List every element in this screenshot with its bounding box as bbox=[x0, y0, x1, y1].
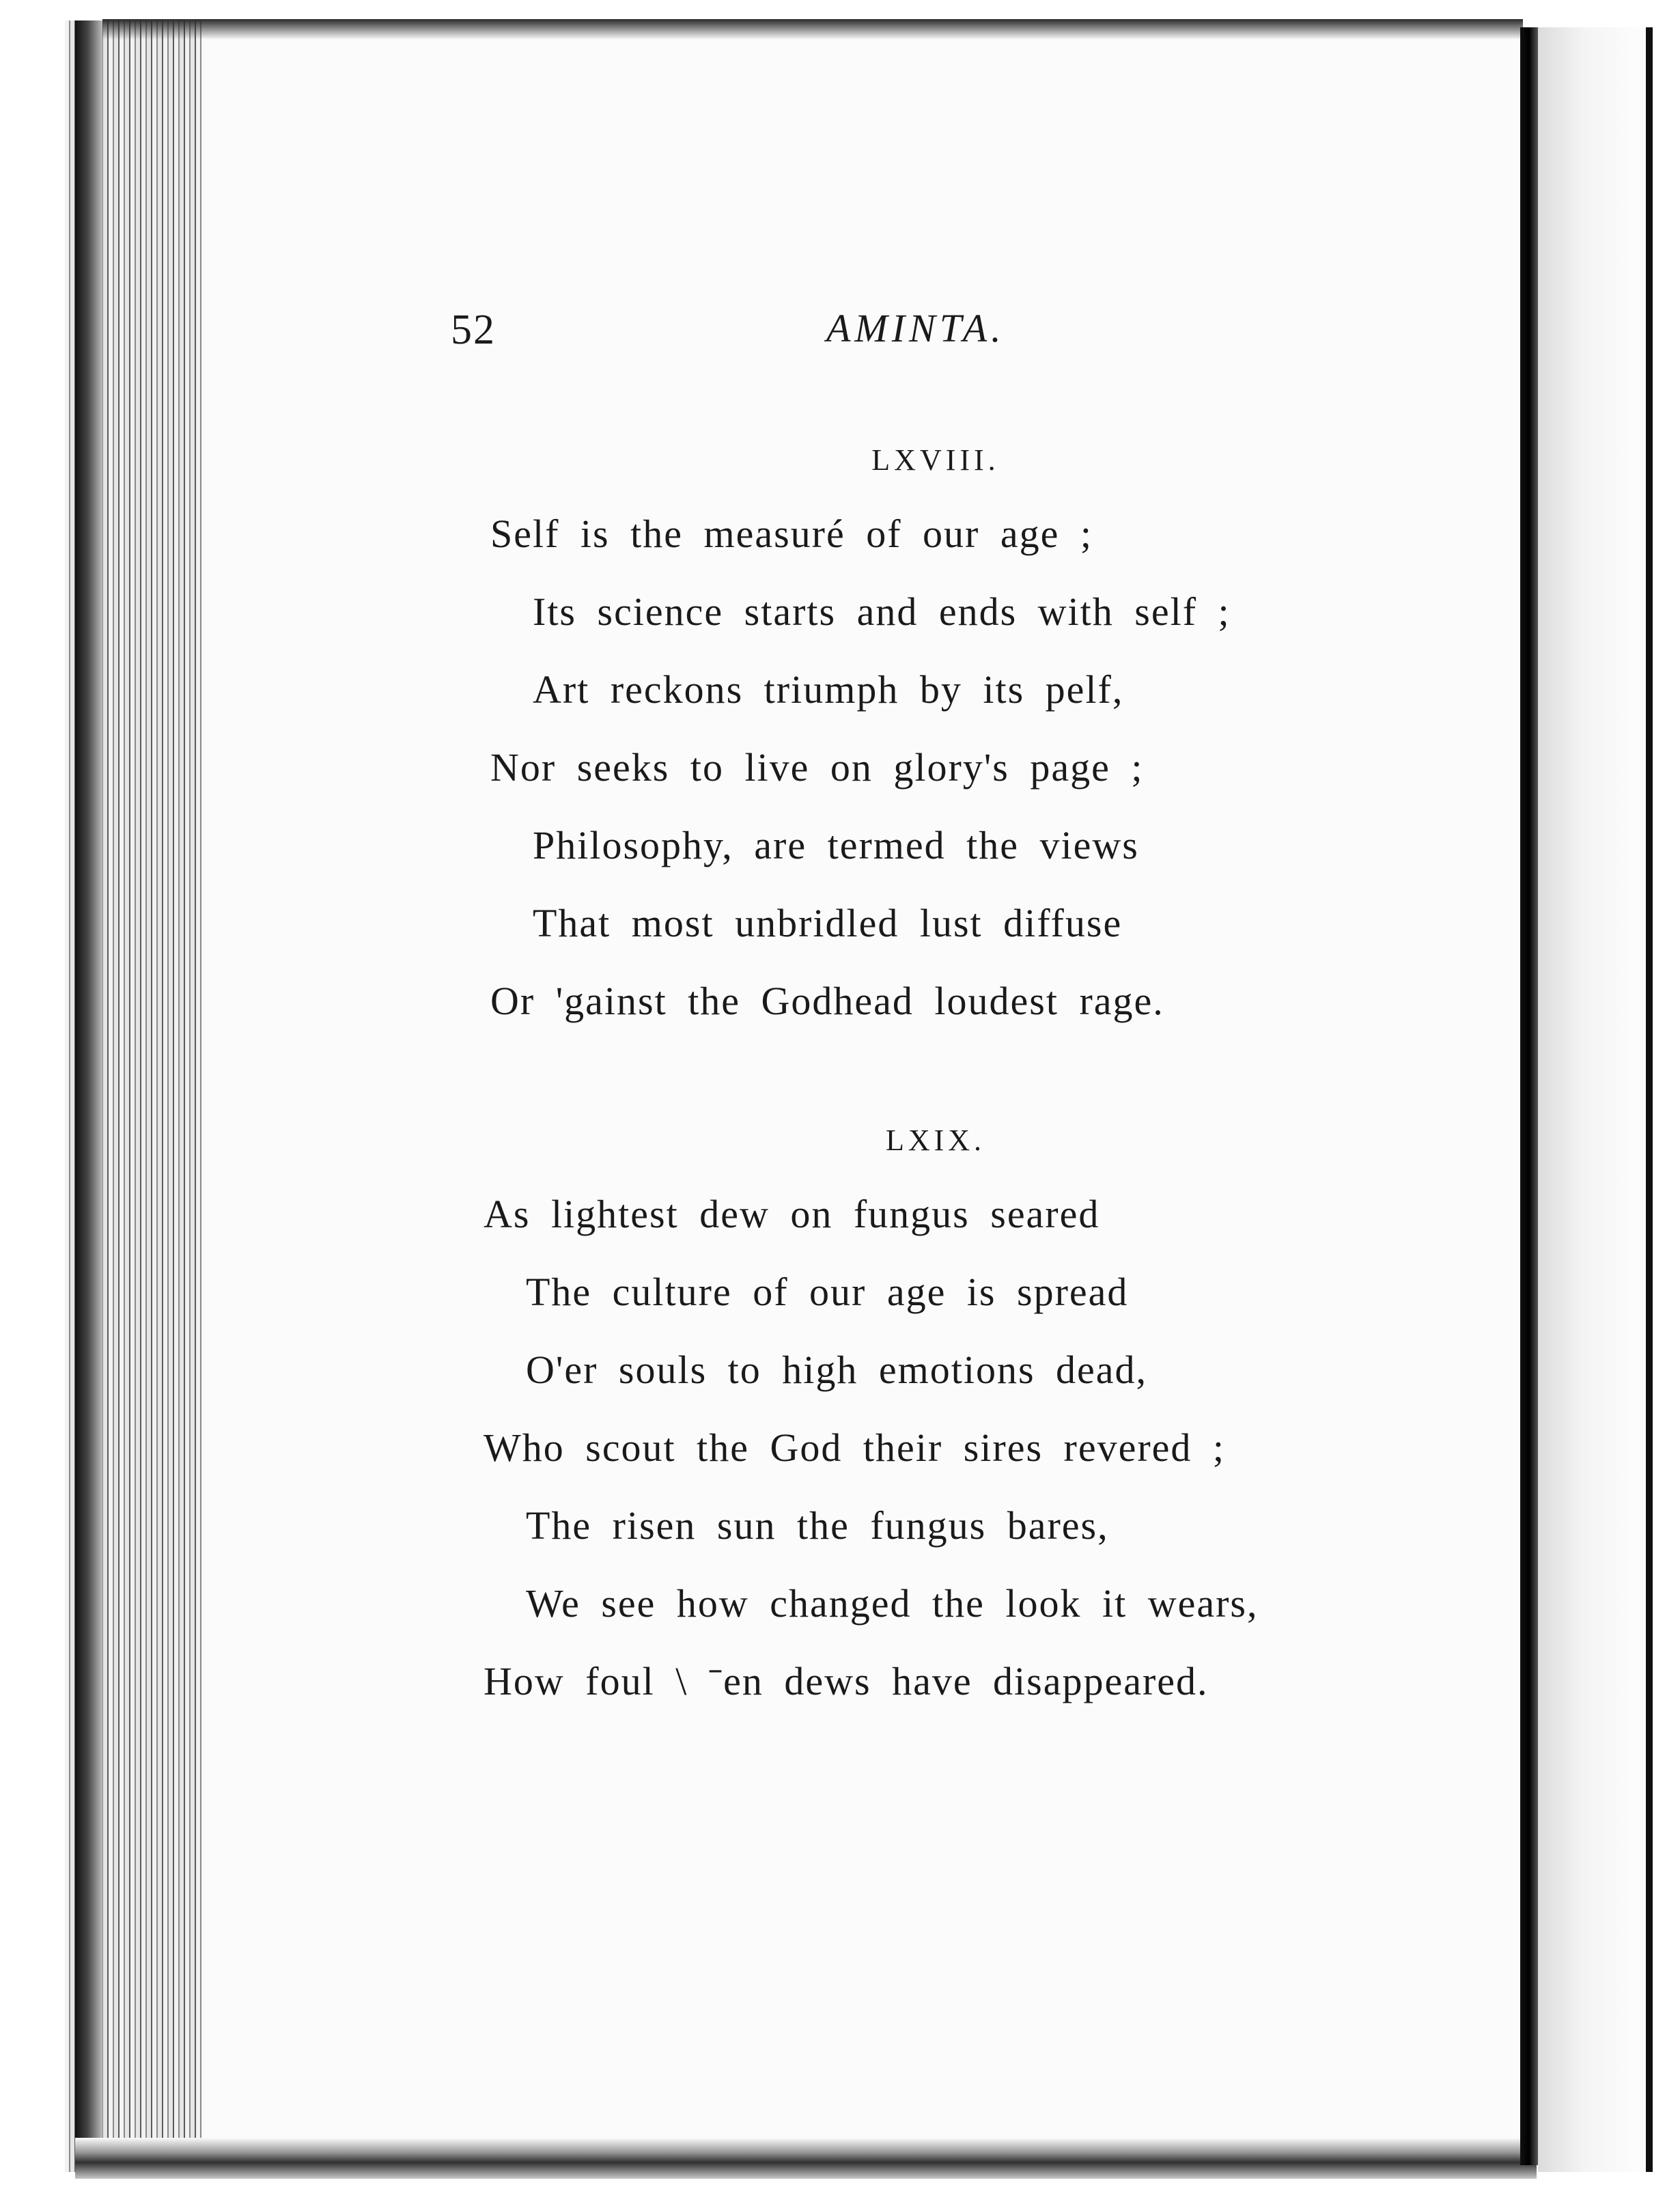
verse-line: Art reckons triumph by its pelf, bbox=[533, 667, 1124, 712]
verse-line: Or 'gainst the Godhead loudest rage. bbox=[490, 979, 1164, 1023]
verse-line: How foul \ ˉen dews have disappeared. bbox=[484, 1659, 1209, 1703]
stanza-number: LXVIII. bbox=[871, 443, 1000, 477]
verse-line: Its science starts and ends with self ; bbox=[533, 589, 1231, 634]
verse-line: Philosophy, are termed the views bbox=[533, 823, 1139, 867]
stanza-number: LXIX. bbox=[885, 1124, 986, 1157]
facing-page-edge bbox=[1538, 27, 1654, 2172]
book-gutter bbox=[1520, 27, 1538, 2165]
verse-line: That most unbridled lust diffuse bbox=[533, 901, 1123, 945]
verse-line: The risen sun the fungus bares, bbox=[526, 1503, 1109, 1548]
bottom-page-edge bbox=[75, 2138, 1537, 2179]
verse-line: Who scout the God their sires revered ; bbox=[484, 1425, 1225, 1470]
verse-line: As lightest dew on fungus seared bbox=[484, 1192, 1100, 1236]
top-edge-shadow bbox=[102, 19, 1523, 40]
verse-line: We see how changed the look it wears, bbox=[526, 1581, 1259, 1626]
facing-page-border bbox=[1646, 27, 1653, 2172]
verse-line: Self is the measuré of our age ; bbox=[490, 512, 1093, 556]
page-number: 52 bbox=[451, 307, 496, 353]
running-title: AMINTA. bbox=[826, 306, 1005, 350]
verse-line: Nor seeks to live on glory's page ; bbox=[490, 745, 1144, 790]
verse-line: The culture of our age is spread bbox=[526, 1270, 1129, 1314]
verse-line: O'er souls to high emotions dead, bbox=[526, 1348, 1148, 1392]
book-cover-edge bbox=[75, 20, 102, 2172]
